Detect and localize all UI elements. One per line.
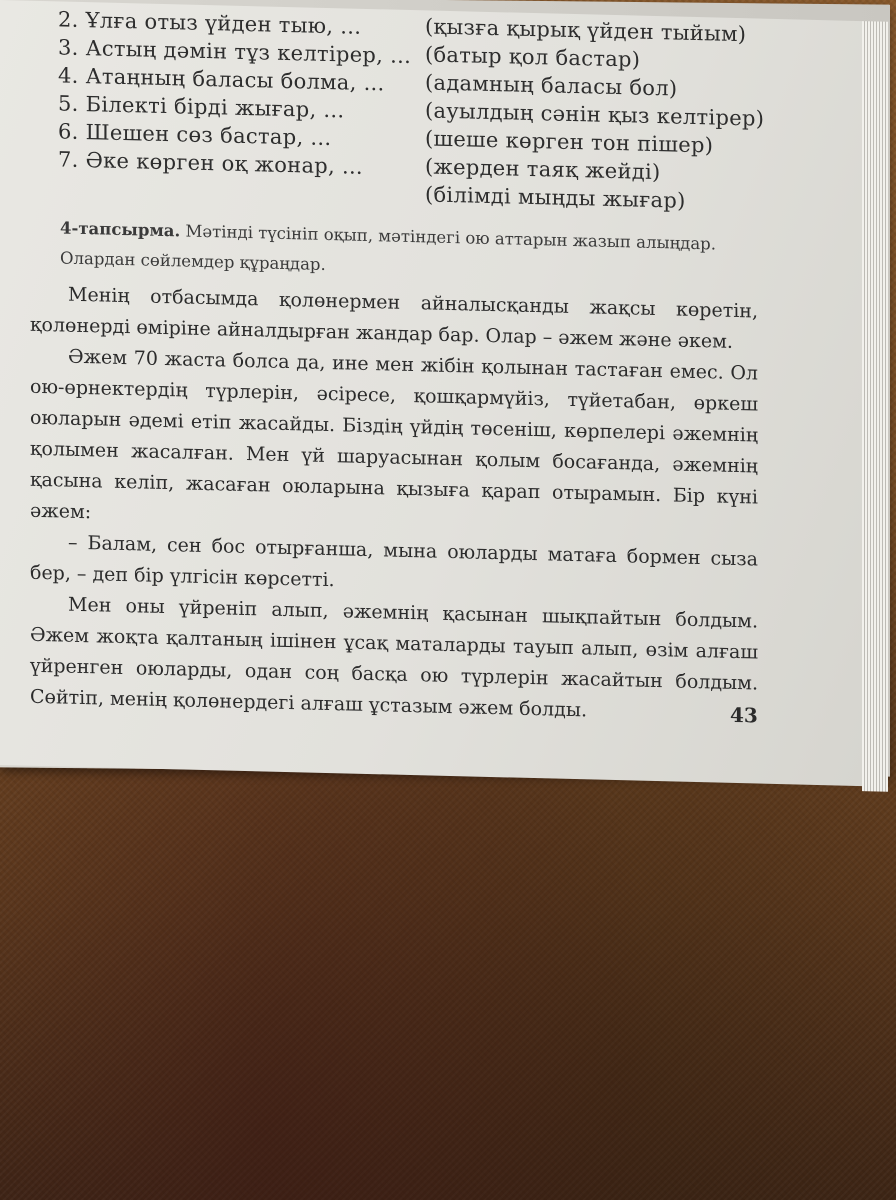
paragraph: Менің отбасымда қолөнермен айналысқанды жақсы көретін, қолөнерді өміріне айналдырған жандар бар. Олар – әжем және әкем.: [30, 283, 758, 353]
proverb-end: (жерден таяқ жейді): [425, 154, 661, 185]
proverb-end: (қызға қырық үйден тыйым): [425, 14, 747, 47]
proverb-start: 2. Ұлға отыз үйден тыю, ...: [58, 7, 362, 39]
proverb-end: (білімді мыңды жығар): [425, 182, 686, 213]
proverb-end: (ауылдың сәнін қыз келтірер): [425, 98, 765, 131]
proverb-end: (адамның баласы бол): [425, 70, 678, 101]
proverb-start: 6. Шешен сөз бастар, ...: [58, 119, 332, 151]
proverb-end: (шеше көрген тон пішер): [425, 126, 714, 158]
proverb-start: 5. Білекті бірді жығар, ...: [58, 91, 345, 123]
page-number: 43: [730, 702, 758, 728]
proverb-end: (батыр қол бастар): [425, 42, 641, 72]
paragraph: – Балам, сен бос отырғанша, мына оюларды матаға бормен сыза бер, – деп бір үлгісін көрсетті.: [30, 531, 758, 592]
task-label: 4-тапсырма.: [60, 218, 181, 241]
proverb-start: 7. Әке көрген оқ жонар, ...: [58, 147, 363, 179]
proverb-start: 4. Атаңның баласы болма, ...: [58, 63, 385, 96]
page-edges: [862, 21, 888, 792]
paragraph: Әжем 70 жаста болса да, ине мен жібін қолынан тастаған емес. Ол ою-өрнектердің түрлерін, әсіресе, қошқармүйіз, түйетабан, өркеш оюларын әдемі етіп жасайды. Біздің үйдің төсеніш, көрпелері әжемнің қолымен жасалған. Мен үй шаруасынан қолым босағанда, әжемнің қасына келіп, жасаған оюларына қызыға қарап отырамын. Бір күні әжем:: [30, 345, 758, 524]
paragraph: Мен оны үйреніп алып, әжемнің қасынан шықпайтын болдым. Әжем жоқта қалтаның ішінен ұсақ маталарды тауып алып, өзім алғаш үйренген оюларды, одан соң басқа ою түрлерін жасайтын болдым. Сөйтіп, менің қолөнердегі алғаш ұстазым әжем болды.: [30, 593, 758, 722]
proverb-start: 3. Астың дәмін тұз келтірер, ...: [58, 35, 412, 69]
task-text: Мәтінді түсініп оқып, мәтіндегі ою аттарын жазып алыңдар. Олардан сөйлемдер құраңдар.: [60, 221, 716, 274]
task-instruction: [60, 213, 760, 290]
story-text: [30, 279, 758, 731]
